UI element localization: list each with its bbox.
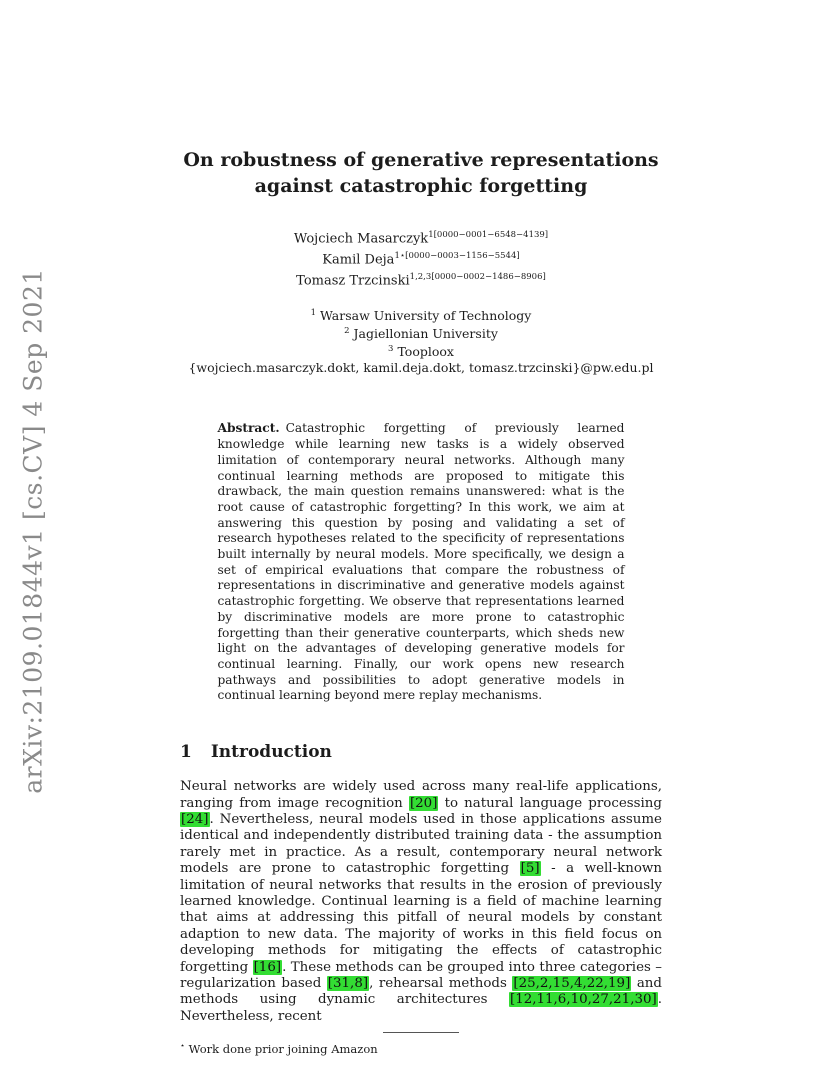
abstract: [218, 421, 625, 704]
paper-title-line2: against catastrophic forgetting: [254, 175, 588, 197]
affiliation-block: [180, 306, 662, 359]
affiliation-superscript: 2: [344, 326, 350, 337]
citation-link[interactable]: [20]: [409, 795, 438, 811]
citation-link[interactable]: [16]: [253, 959, 282, 975]
paper-title-line1: On robustness of generative representations: [183, 149, 659, 171]
author-superscript: 1,2,3[0000−0002−1486−8906]: [409, 271, 546, 282]
affiliation-name: Warsaw University of Technology: [320, 308, 532, 324]
affiliation-superscript: 1: [310, 308, 317, 319]
arxiv-watermark: arXiv:2109.01844v1 [cs.CV] 4 Sep 2021: [18, 268, 48, 794]
section-number: 1: [180, 742, 192, 763]
author-superscript: 1⋆[0000−0003−1156−5544]: [394, 250, 520, 261]
footnote-marker: ⋆: [180, 1041, 186, 1051]
author-line: [180, 269, 662, 290]
abstract-label: Abstract.: [217, 421, 280, 436]
author-line: [180, 248, 662, 269]
affiliation-name: Jagiellonian University: [353, 326, 498, 342]
footnote-rule: [383, 1032, 459, 1033]
author-name: Wojciech Masarczyk: [293, 231, 429, 247]
section-title: Introduction: [210, 742, 332, 763]
author-block: [180, 227, 662, 289]
affiliation-line: [180, 324, 662, 342]
introduction-paragraph: Neural networks are widely used across many real-life applications, ranging from image recognition [20] to natural language processing [24]. Nevertheless, neural models used in those applications assume identical and independently distributed training data - the assumption rarely met in practice. As a result, contemporary neural network models are prone to catastrophic forgetting [5] - a well-known limitation of neural networks that results in the erosion of previously learned knowledge. Continual learning is a field of machine learning that aims at addressing this pitfall of neural models by constant adaption to new data. The majority of works in this field focus on developing methods for mitigating the effects of catastrophic forgetting [16]. These methods can be grouped into three categories – regularization based [31,8], rehearsal methods [25,2,15,4,22,19] and methods using dynamic architectures [12,11,6,10,27,21,30]. Nevertheless, recent: [180, 779, 663, 1024]
paper-title: [180, 147, 662, 199]
author-superscript: 1[0000−0001−6548−4139]: [428, 230, 549, 240]
footnote: [180, 1041, 662, 1056]
affiliation-name: Tooploox: [397, 343, 454, 359]
author-name: Tomasz Trzcinski: [296, 272, 410, 288]
affiliation-superscript: 3: [388, 343, 394, 354]
citation-link[interactable]: [24]: [181, 811, 209, 827]
affiliation-line: [180, 342, 662, 360]
citation-link[interactable]: [25,2,15,4,22,19]: [513, 975, 631, 991]
contact-email: {wojciech.masarczyk.dokt, kamil.deja.dokt, tomasz.trzcinski}@pw.edu.pl: [188, 360, 654, 376]
author-name: Kamil Deja: [322, 252, 395, 268]
citation-link[interactable]: [31,8]: [327, 975, 369, 991]
footnote-text: Work done prior joining Amazon: [188, 1042, 378, 1057]
citation-link[interactable]: [12,11,6,10,27,21,30]: [509, 992, 657, 1008]
citation-link[interactable]: [5]: [520, 861, 540, 877]
author-line: [180, 227, 662, 248]
abstract-text: Catastrophic forgetting of previously learned knowledge while learning new tasks is a widely observed limitation of contemporary neural networks. Although many continual learning methods are proposed to mitigate this drawback, the main question remains unanswered: what is the root cause of catastrophic forgetting? In this work, we aim at answering this question by posing and validating a set of research hypotheses related to the specificity of representations built internally by neural models. More specifically, we design a set of empirical evaluations that compare the robustness of representations in discriminative and generative models against catastrophic forgetting. We observe that representations learned by discriminative models are more prone to catastrophic forgetting than their generative counterparts, which sheds new light on the advantages of developing generative models for continual learning. Finally, our work opens new research pathways and possibilities to adopt generative models in continual learning beyond mere replay mechanisms.: [217, 421, 625, 703]
main-column: [180, 0, 662, 1056]
section-heading-introduction: [180, 742, 662, 762]
affiliation-line: [180, 306, 662, 324]
